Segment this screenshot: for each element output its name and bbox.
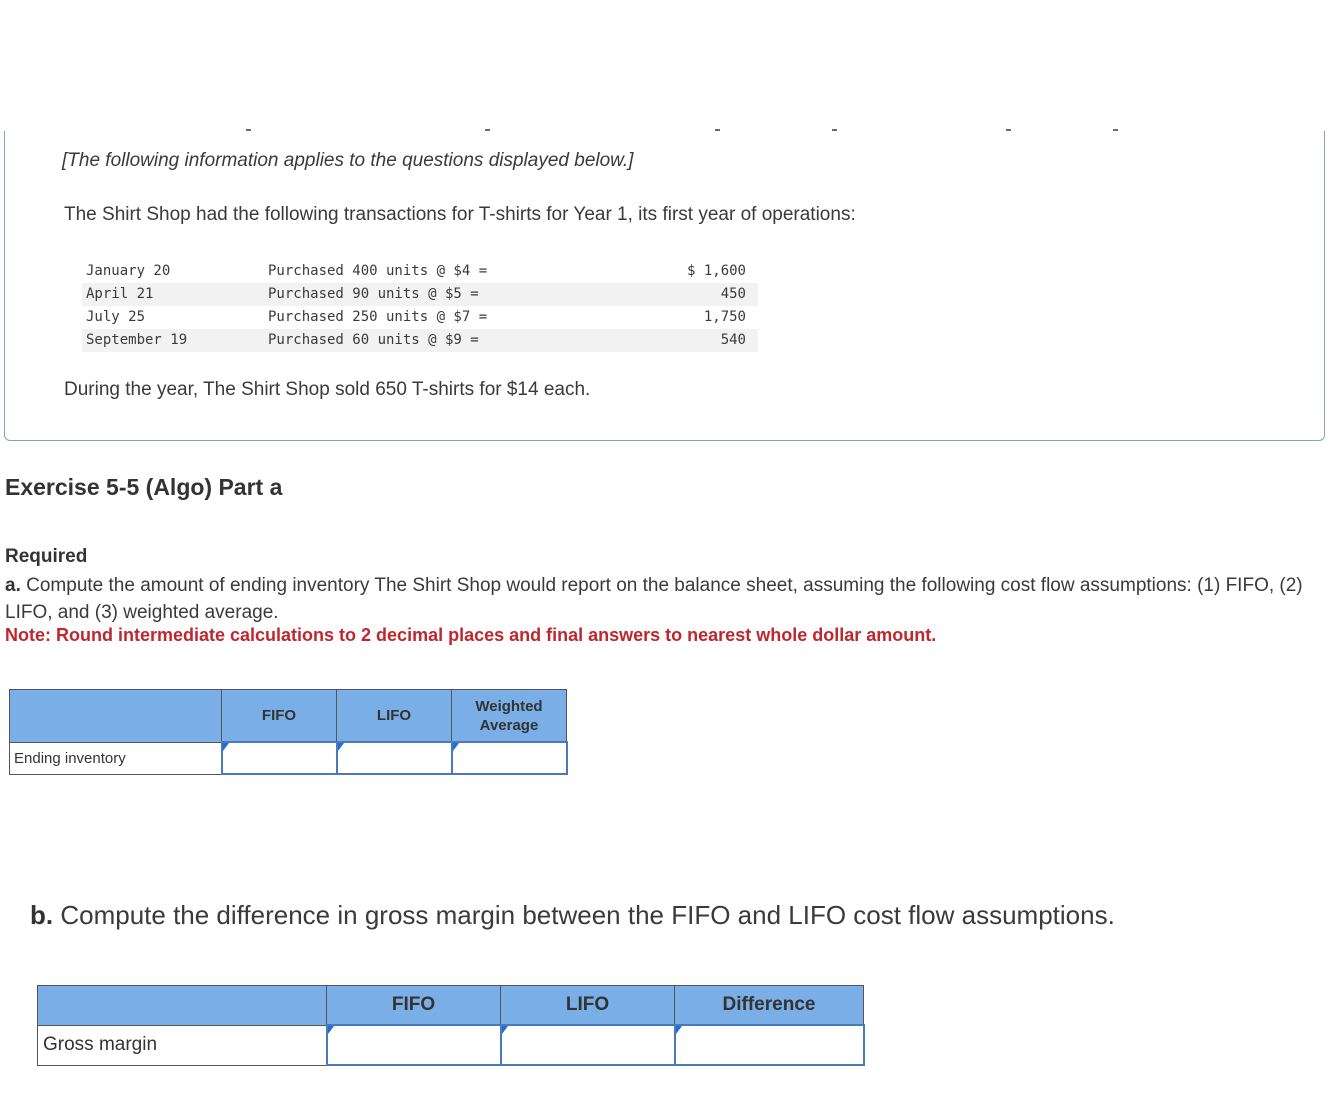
fifo-ending-inventory-input[interactable] (222, 742, 337, 774)
tx-description: Purchased 90 units @ $5 = (268, 283, 620, 306)
header-corner (10, 690, 222, 743)
table-row (82, 306, 758, 329)
scenario-text: The Shirt Shop had the following transactions for T-shirts for Year 1, its first year of operations: (64, 204, 856, 225)
weighted-average-ending-inventory-input[interactable] (452, 742, 567, 774)
table-row (82, 260, 758, 283)
exercise-title: Exercise 5-5 (Algo) Part a (5, 474, 283, 500)
table-row (82, 329, 758, 352)
table-header-row (38, 986, 864, 1026)
row-label-ending-inventory: Ending inventory (10, 742, 222, 774)
fifo-gross-margin-input[interactable] (327, 1025, 501, 1065)
row-label-gross-margin: Gross margin (38, 1025, 327, 1065)
tx-amount: $ 1,600 (686, 263, 746, 279)
required-heading: Required (5, 546, 88, 567)
table-row (82, 283, 758, 306)
transactions-table (82, 260, 758, 352)
tx-description: Purchased 250 units @ $7 = (268, 309, 488, 325)
part-a-text: Compute the amount of ending inventory The Shirt Shop would report on the balance sheet, assuming the following cost flow assumptions: (1) FIFO, (2) LIFO, and (3) weighted average. (5, 575, 1303, 623)
info-note: [The following information applies to the questions displayed below.] (62, 150, 634, 171)
header-corner (38, 986, 327, 1026)
gross-margin-table (37, 985, 865, 1066)
header-weighted-average: Weighted Average (452, 690, 567, 743)
rounding-note: Note: Round intermediate calculations to 2 decimal places and final answers to nearest whole dollar amount. (5, 625, 937, 645)
difference-gross-margin-input[interactable] (675, 1025, 864, 1065)
ending-inventory-table (9, 689, 568, 775)
part-b-text: Compute the difference in gross margin between the FIFO and LIFO cost flow assumptions. (60, 900, 1115, 930)
tx-date: July 25 (86, 309, 146, 325)
part-b-label: b. (30, 900, 54, 930)
header-lifo: LIFO (501, 986, 675, 1026)
tx-description: Purchased 400 units @ $4 = (268, 263, 488, 279)
tx-date: September 19 (82, 329, 268, 352)
header-fifo: FIFO (327, 986, 501, 1026)
part-a-label: a. (5, 575, 21, 596)
lifo-gross-margin-input[interactable] (501, 1025, 675, 1065)
table-header-row (10, 690, 567, 743)
lifo-ending-inventory-input[interactable] (337, 742, 452, 774)
table-row (10, 742, 567, 774)
tx-amount: 540 (620, 329, 758, 352)
header-difference: Difference (675, 986, 864, 1026)
tx-amount: 450 (620, 283, 758, 306)
header-lifo: LIFO (337, 690, 452, 743)
part-b-instructions (30, 900, 1115, 931)
tx-amount: 1,750 (703, 309, 746, 325)
sales-text: During the year, The Shirt Shop sold 650 T-shirts for $14 each. (64, 379, 591, 400)
tx-date: April 21 (82, 283, 268, 306)
table-row (38, 1025, 864, 1065)
tx-date: January 20 (86, 263, 171, 279)
header-fifo: FIFO (222, 690, 337, 743)
part-a-instructions (5, 572, 1305, 626)
tx-description: Purchased 60 units @ $9 = (268, 329, 620, 352)
